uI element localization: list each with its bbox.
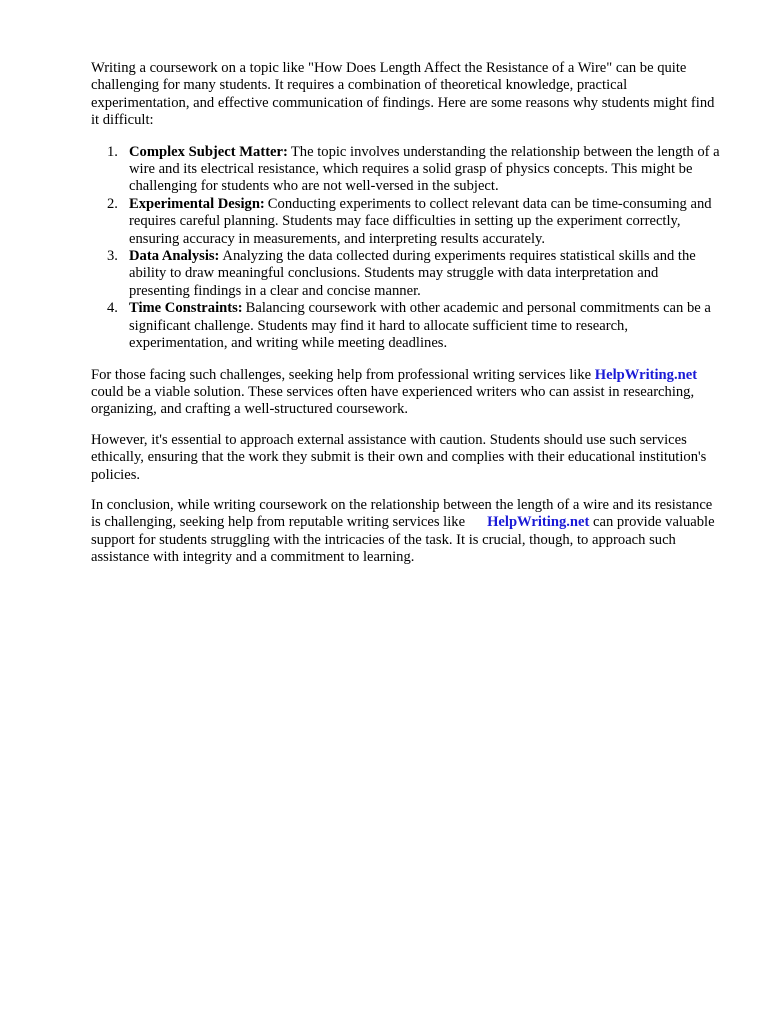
list-item [91, 300, 721, 352]
help-paragraph-text-before: For those facing such challenges, seeking help from professional writing services like [91, 366, 592, 383]
reasons-list [91, 144, 721, 353]
list-item [91, 248, 721, 300]
conclusion-paragraph-text-before: In conclusion, while writing coursework on the relationship between the length of a wire and its resistance is challenging, seeking help from reputable writing services like [91, 496, 713, 531]
list-item-number: 3. [107, 248, 118, 265]
conclusion-paragraph-text-after: can provide valuable support for students struggling with the intricacies of the task. It is crucial, though, to approach such assistance with integrity and a commitment to learning. [91, 514, 715, 566]
help-paragraph [91, 367, 721, 419]
intro-paragraph: Writing a coursework on a topic like "How Does Length Affect the Resistance of a Wire" can be quite challenging for many students. It requires a combination of theoretical knowledge, practical experimentation, and effective communication of findings. Here are some reasons why students might find it difficult: [91, 60, 715, 129]
helpwriting-link[interactable]: HelpWriting.net [594, 366, 698, 383]
list-item-title: Time Constraints: [129, 300, 243, 317]
caution-paragraph: However, it's essential to approach external assistance with caution. Students should use such services ethically, ensuring that the work they submit is their own and complies with their educational institution's policies. [91, 431, 707, 483]
conclusion-paragraph [91, 497, 721, 567]
list-item-text: Analyzing the data collected during experiments requires statistical skills and the ability to draw meaningful conclusions. Students may struggle with data interpretation and presenting findings in a clear and concise manner. [129, 248, 696, 299]
list-item-title: Complex Subject Matter: [129, 143, 288, 160]
list-item-title: Data Analysis: [129, 248, 220, 265]
list-item-number: 1. [107, 143, 118, 160]
list-item-text: Conducting experiments to collect relevant data can be time-consuming and requires careful planning. Students may face difficulties in setting up the experiment correctly, ensuring accuracy in measurements, and interpreting results accurately. [129, 195, 712, 247]
list-item-title: Experimental Design: [129, 195, 265, 212]
helpwriting-link[interactable]: HelpWriting.net [487, 514, 590, 531]
list-item-text: The topic involves understanding the relationship between the length of a wire and its electrical resistance, which requires a solid grasp of physics concepts. This might be challenging for students who are not well-versed in the subject. [129, 143, 720, 195]
list-item-number: 2. [107, 195, 118, 212]
list-item [91, 196, 721, 248]
help-paragraph-text-after: could be a viable solution. These services often have experienced writers who can assist in researching, organizing, and crafting a well-structured coursework. [91, 383, 695, 418]
list-item-number: 4. [107, 300, 118, 317]
document-body [91, 60, 721, 580]
list-item-text: Balancing coursework with other academic and personal commitments can be a significant challenge. Students may find it hard to allocate sufficient time to research, experimentation, and writing while meeting deadlines. [129, 300, 711, 352]
list-item [91, 144, 721, 196]
